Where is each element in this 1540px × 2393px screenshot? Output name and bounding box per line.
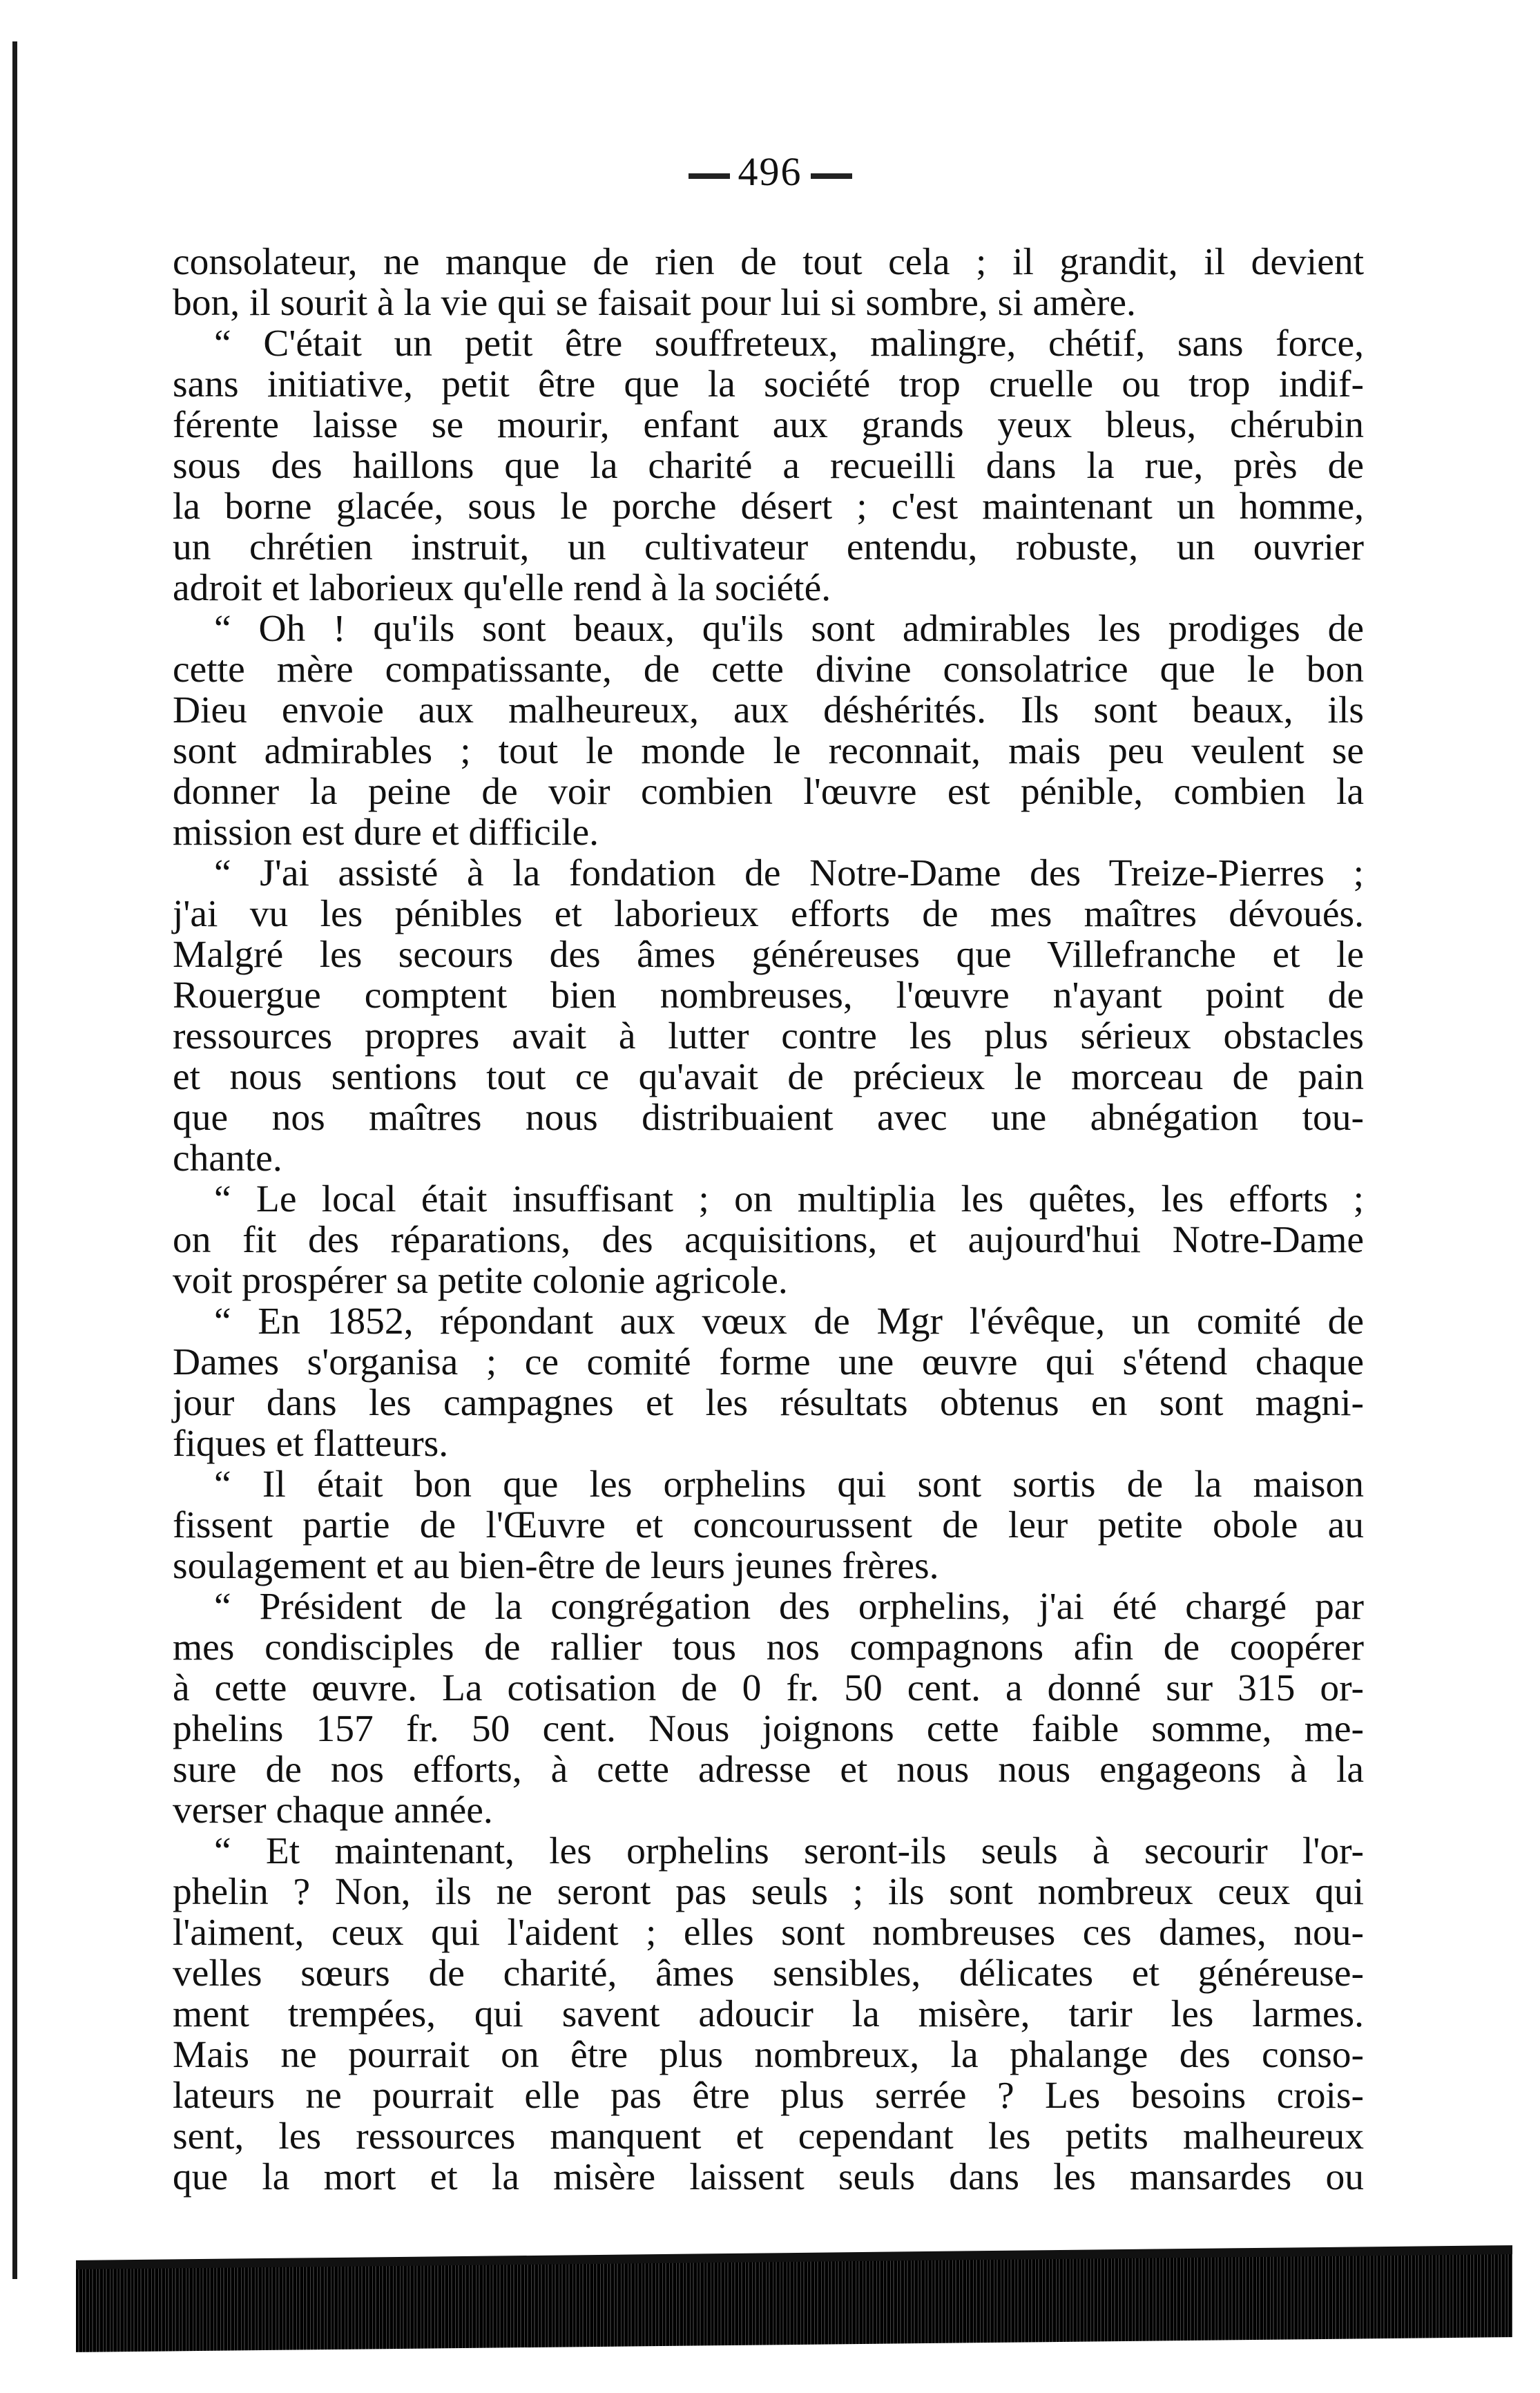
- header-ornament-right: [811, 173, 852, 179]
- text-line: “ Oh ! qu'ils sont beaux, qu'ils sont admirables les prodiges de: [214, 608, 1364, 650]
- text-line: ment trempées, qui savent adoucir la misère, tarir les larmes.: [173, 1993, 1364, 2035]
- text-line: “ En 1852, répondant aux vœux de Mgr l'évêque, un comité de: [214, 1300, 1364, 1343]
- page-number-header: [0, 148, 1540, 195]
- text-line: cette mère compatissante, de cette divine consolatrice que le bon: [173, 648, 1364, 691]
- text-line: j'ai vu les pénibles et laborieux efforts de mes maîtres dévoués.: [173, 893, 1364, 935]
- text-line: Rouergue comptent bien nombreuses, l'œuvre n'ayant point de: [173, 974, 1364, 1017]
- text-line: voit prospérer sa petite colonie agricole.: [173, 1260, 788, 1302]
- bottom-scan-band: [76, 2254, 1512, 2352]
- text-line: l'aiment, ceux qui l'aident ; elles sont nombreuses ces dames, nou-: [173, 1912, 1364, 1954]
- text-line: sure de nos efforts, à cette adresse et nous nous engageons à la: [173, 1749, 1364, 1791]
- text-line: “ Et maintenant, les orphelins seront-ils seuls à secourir l'or-: [214, 1830, 1364, 1872]
- text-line: Dames s'organisa ; ce comité forme une œuvre qui s'étend chaque: [173, 1341, 1364, 1383]
- text-line: on fit des réparations, des acquisitions, et aujourd'hui Notre-Dame: [173, 1219, 1364, 1261]
- text-line: “ Président de la congrégation des orphelins, j'ai été chargé par: [214, 1586, 1364, 1628]
- text-line: Mais ne pourrait on être plus nombreux, la phalange des conso-: [173, 2034, 1364, 2076]
- text-line: phelin ? Non, ils ne seront pas seuls ; ils sont nombreux ceux qui: [173, 1871, 1364, 1913]
- text-line: jour dans les campagnes et les résultats obtenus en sont magni-: [173, 1382, 1364, 1424]
- text-line: Dieu envoie aux malheureux, aux déshérités. Ils sont beaux, ils: [173, 689, 1364, 731]
- text-line: mes condisciples de rallier tous nos compagnons afin de coopérer: [173, 1626, 1364, 1669]
- text-line: ressources propres avait à lutter contre les plus sérieux obstacles: [173, 1015, 1364, 1057]
- text-line: chante.: [173, 1137, 282, 1180]
- text-line: fissent partie de l'Œuvre et concourussent de leur petite obole au: [173, 1504, 1364, 1546]
- header-ornament-left: [689, 173, 730, 179]
- text-line: “ Il était bon que les orphelins qui sont sortis de la maison: [214, 1463, 1364, 1506]
- text-line: verser chaque année.: [173, 1789, 493, 1832]
- text-line: “ Le local était insuffisant ; on multiplia les quêtes, les efforts ;: [214, 1178, 1364, 1220]
- text-line: sent, les ressources manquent et cependant les petits malheureux: [173, 2115, 1364, 2157]
- text-line: “ J'ai assisté à la fondation de Notre-Dame des Treize-Pierres ;: [214, 852, 1364, 894]
- text-line: un chrétien instruit, un cultivateur entendu, robuste, un ouvrier: [173, 526, 1364, 568]
- text-line: sont admirables ; tout le monde le reconnait, mais peu veulent se: [173, 730, 1364, 772]
- text-line: Malgré les secours des âmes généreuses que Villefranche et le: [173, 934, 1364, 976]
- text-line: mission est dure et difficile.: [173, 811, 599, 854]
- text-line: fiques et flatteurs.: [173, 1423, 449, 1465]
- text-line: lateurs ne pourrait elle pas être plus serrée ? Les besoins crois-: [173, 2075, 1364, 2117]
- text-line: donner la peine de voir combien l'œuvre est pénible, combien la: [173, 771, 1364, 813]
- text-line: adroit et laborieux qu'elle rend à la société.: [173, 567, 831, 609]
- text-line: à cette œuvre. La cotisation de 0 fr. 50 cent. a donné sur 315 or-: [173, 1667, 1364, 1709]
- text-line: que nos maîtres nous distribuaient avec une abnégation tou-: [173, 1097, 1364, 1139]
- text-line: sans initiative, petit être que la société trop cruelle ou trop indif-: [173, 363, 1364, 405]
- text-line: velles sœurs de charité, âmes sensibles, délicates et généreuse-: [173, 1952, 1364, 1995]
- body-text: [173, 242, 1364, 2198]
- text-line: sous des haillons que la charité a recueilli dans la rue, près de: [173, 445, 1364, 487]
- text-line: bon, il sourit à la vie qui se faisait pour lui si sombre, si amère.: [173, 282, 1136, 324]
- page-number: 496: [738, 149, 802, 194]
- text-line: que la mort et la misère laissent seuls dans les mansardes ou: [173, 2156, 1364, 2198]
- text-line: “ C'était un petit être souffreteux, malingre, chétif, sans force,: [214, 323, 1364, 365]
- text-line: soulagement et au bien-être de leurs jeunes frères.: [173, 1545, 939, 1587]
- text-line: et nous sentions tout ce qu'avait de précieux le morceau de pain: [173, 1056, 1364, 1098]
- text-line: la borne glacée, sous le porche désert ; c'est maintenant un homme,: [173, 486, 1364, 528]
- text-line: consolateur, ne manque de rien de tout cela ; il grandit, il devient: [173, 241, 1364, 283]
- left-margin-rule: [12, 41, 17, 2279]
- text-line: férente laisse se mourir, enfant aux grands yeux bleus, chérubin: [173, 404, 1364, 446]
- text-line: phelins 157 fr. 50 cent. Nous joignons cette faible somme, me-: [173, 1708, 1364, 1750]
